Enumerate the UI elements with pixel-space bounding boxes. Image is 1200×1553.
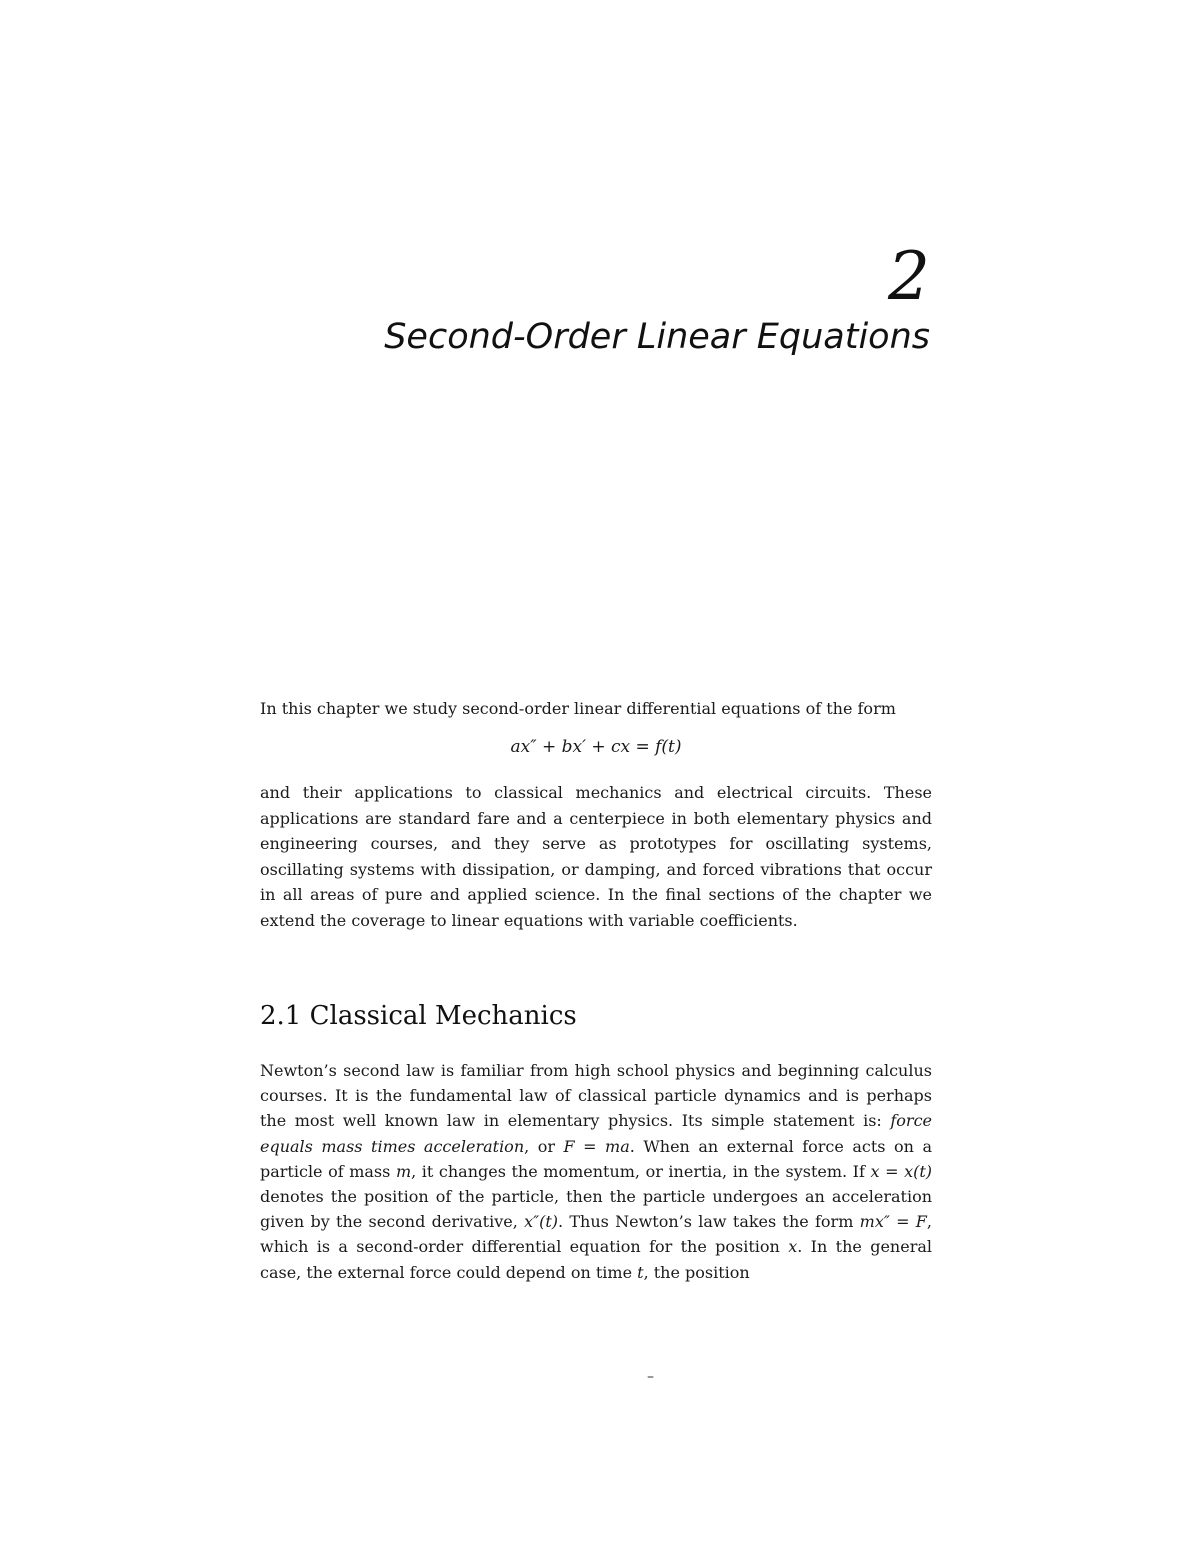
section-heading: 2.1 Classical Mechanics <box>260 1001 577 1031</box>
text-run: , or <box>524 1136 564 1156</box>
inline-math: mx″ = F <box>859 1212 927 1232</box>
inline-math: F = ma <box>563 1136 630 1156</box>
intro-paragraph: and their applications to classical mechanics and electrical circuits. These applications are standard fare and a centerpiece in both elementary physics and engineering courses, and they serve as prototypes for oscillating systems, oscillating systems with dissipation, or damping, and forced vibrations that occur in all areas of pure and applied science. In the final sections of the chapter we extend the coverage to linear equations with variable coefficients. <box>260 783 932 930</box>
text-run: . Thus Newton’s law takes the form <box>558 1212 860 1232</box>
section-paragraph <box>260 1058 932 1285</box>
text-run: , which is a second-order differential equation for the position <box>260 1212 932 1257</box>
text-run: . In the general case, the external force could depend on time <box>260 1237 933 1282</box>
display-equation: ax″ + bx′ + cx = f(t) <box>510 737 682 757</box>
text-run: Newton’s second law is familiar from high school physics and beginning calculus courses. It is the fundamental law of classical particle dynamics and is perhaps the most well known law in elementary physics. Its simple statement is: <box>260 1061 932 1131</box>
emphasis-text: force equals mass times acceleration <box>260 1111 932 1156</box>
inline-math: x <box>788 1237 798 1257</box>
chapter-number: 2 <box>888 238 930 315</box>
text-run: , the position <box>643 1262 750 1282</box>
inline-math: m <box>395 1161 412 1181</box>
inline-math: x = x(t) <box>870 1161 933 1181</box>
intro-sentence: In this chapter we study second-order linear differential equations of the form <box>260 699 896 718</box>
inline-math: t <box>637 1262 644 1282</box>
page-marker: – <box>647 1369 654 1385</box>
chapter-title: Second-Order Linear Equations <box>384 317 930 357</box>
text-run: denotes the position of the particle, then the particle undergoes an acceleration given by the second derivative, <box>260 1187 932 1232</box>
text-run: . When an external force acts on a particle of mass <box>260 1136 933 1181</box>
text-run: , it changes the momentum, or inertia, in the system. If <box>411 1161 871 1181</box>
inline-math: x″(t) <box>524 1212 558 1232</box>
